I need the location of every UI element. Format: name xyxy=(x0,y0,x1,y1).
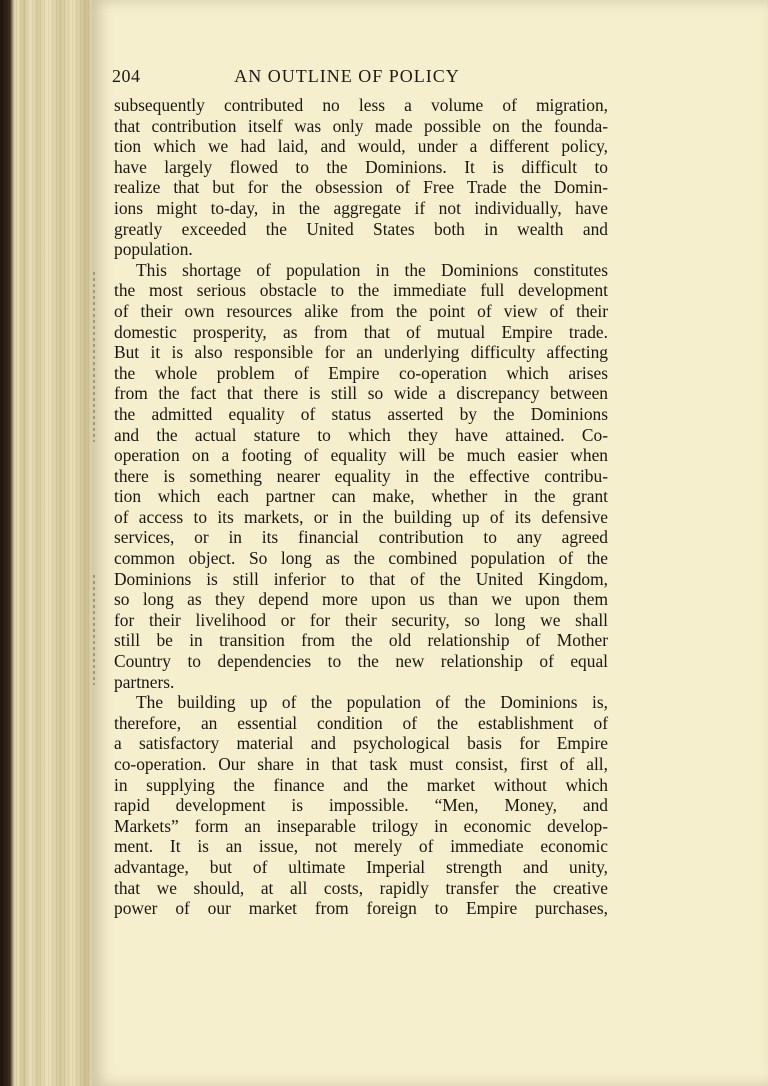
text-line: the admitted equality of status asserted by the Dominions xyxy=(114,403,608,424)
text-line: realize that but for the obsession of Free Trade the Domin- xyxy=(114,177,608,198)
text-line: have largely flowed to the Dominions. It is difficult to xyxy=(114,156,608,177)
text-line: the whole problem of Empire co-operation which arises xyxy=(114,362,608,383)
text-line: ment. It is an issue, not merely of immediate economic xyxy=(114,836,608,857)
text-line: of access to its markets, or in the building up of its defensive xyxy=(114,506,608,527)
text-line: partners. xyxy=(114,671,175,692)
text-line: power of our market from foreign to Empire purchases, xyxy=(114,898,608,919)
text-line: rapid development is impossible. “Men, Money, and xyxy=(114,795,608,816)
text-line: operation on a footing of equality will be much easier when xyxy=(114,445,608,466)
margin-mark-1 xyxy=(93,272,95,442)
page-header xyxy=(112,66,582,90)
text-line: Country to dependencies to the new relationship of equal xyxy=(114,651,608,672)
text-line: services, or in its financial contribution to any agreed xyxy=(114,527,608,548)
text-line: common object. So long as the combined population of the xyxy=(114,548,608,569)
text-line: that we should, at all costs, rapidly transfer the creative xyxy=(114,877,608,898)
text-line: But it is also responsible for an underlying difficulty affecting xyxy=(114,342,608,363)
text-line: population. xyxy=(114,239,193,260)
text-line: Dominions is still inferior to that of the United Kingdom, xyxy=(114,568,608,589)
body-text xyxy=(114,95,608,919)
running-head: AN OUTLINE OF POLICY xyxy=(234,66,460,86)
text-line: subsequently contributed no less a volume of migration, xyxy=(114,95,608,115)
text-line: so long as they depend more upon us than we upon them xyxy=(114,589,608,610)
margin-mark-2 xyxy=(93,575,95,685)
text-line: and the actual stature to which they have attained. Co- xyxy=(114,424,608,445)
margin-pencil-marks xyxy=(0,0,120,1086)
text-line: of their own resources alike from the point of view of their xyxy=(114,300,608,321)
text-line: in supplying the finance and the market without which xyxy=(114,774,608,795)
text-line: tion which each partner can make, whether in the grant xyxy=(114,486,608,507)
text-line: advantage, but of ultimate Imperial strength and unity, xyxy=(114,856,608,877)
text-line: co-operation. Our share in that task must consist, first of all, xyxy=(114,754,608,774)
text-line: for their livelihood or for their security, so long we shall xyxy=(114,609,608,630)
text-line: still be in transition from the old relationship of Mother xyxy=(114,630,608,651)
text-line: greatly exceeded the United States both in wealth and xyxy=(114,218,608,239)
text-line: a satisfactory material and psychological basis for Empire xyxy=(114,733,608,754)
text-line: therefore, an essential condition of the establishment of xyxy=(114,712,608,733)
text-line: tion which we had laid, and would, under a different policy, xyxy=(114,136,608,157)
page-number: 204 xyxy=(112,66,141,86)
text-line: from the fact that there is still so wide a discrepancy between xyxy=(114,383,608,404)
text-line: ions might to-day, in the aggregate if not individually, have xyxy=(114,197,608,218)
text-line: This shortage of population in the Dominions constitutes xyxy=(136,259,608,280)
text-line: domestic prosperity, as from that of mutual Empire trade. xyxy=(114,321,608,342)
text-line: the most serious obstacle to the immediate full development xyxy=(114,280,608,301)
text-line: Markets” form an inseparable trilogy in economic develop- xyxy=(114,815,608,836)
text-line: there is something nearer equality in the effective contribu- xyxy=(114,465,608,486)
text-line: The building up of the population of the Dominions is, xyxy=(136,692,608,713)
text-line: that contribution itself was only made possible on the founda- xyxy=(114,115,608,136)
